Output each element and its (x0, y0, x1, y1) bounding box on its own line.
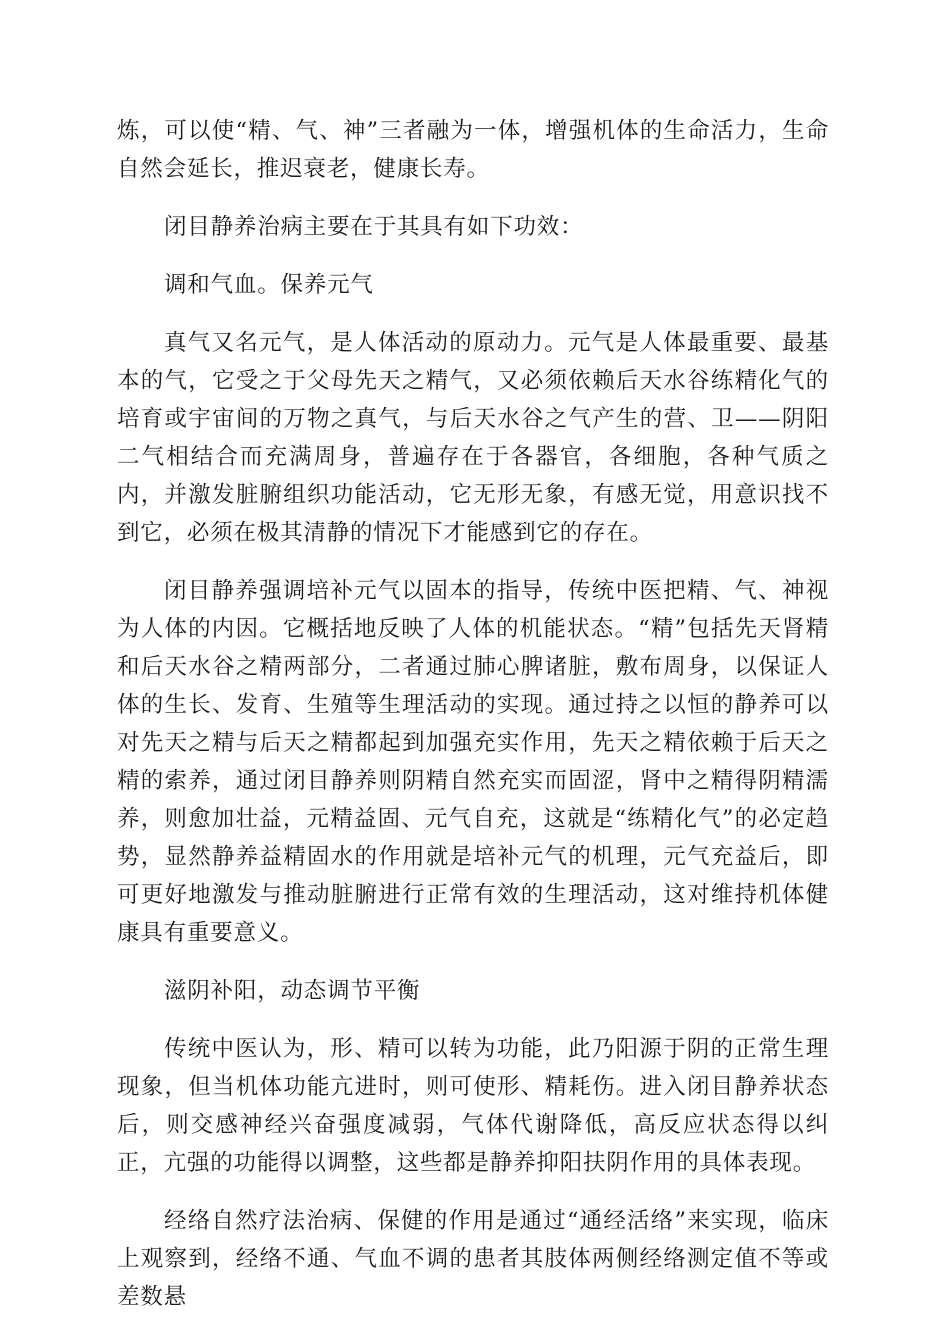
paragraph-3: 真气又名元气，是人体活动的原动力。元气是人体最重要、最基本的气，它受之于父母先天之精气，又必须依赖后天水谷练精化气的培育或宇宙间的万物之真气，与后天水谷之气产生的营、卫——阴阳二气相结合而充满周身，普遍存在于各器官，各细胞，各种气质之内，并激发脏腑组织功能活动，它无形无象，有感无觉，用意识找不到它，必须在极其清静的情况下才能感到它的存在。 (117, 330, 829, 546)
paragraph-5: 传统中医认为，形、精可以转为功能，此乃阳源于阴的正常生理现象，但当机体功能亢进时，则可使形、精耗伤。进入闭目静养状态后，则交感神经兴奋强度减弱，气体代谢降低，高反应状态得以纠正，亢强的功能得以调整，这些都是静养抑阳扶阴作用的具体表现。 (117, 1036, 829, 1176)
document-page (117, 112, 829, 1316)
section-heading-yin-yang: 滋阴补阳，动态调节平衡 (164, 978, 421, 1004)
paragraph-6: 经络自然疗法治病、保健的作用是通过“通经活络”来实现，临床上观察到，经络不通、气血不调的患者其肢体两侧经络测定值不等或差数悬 (117, 1208, 829, 1310)
paragraph-1: 炼，可以使“精、气、神”三者融为一体，增强机体的生命活力，生命自然会延长，推迟衰老，健康长寿。 (117, 118, 829, 182)
section-heading-qi-blood: 调和气血。保养元气 (164, 272, 374, 298)
paragraph-4: 闭目静养强调培补元气以固本的指导，传统中医把精、气、神视为人体的内因。它概括地反映了人体的机能状态。“精”包括先天肾精和后天水谷之精两部分，二者通过肺心脾诸脏，敷布周身，以保证人体的生长、发育、生殖等生理活动的实现。通过持之以恒的静养可以对先天之精与后天之精都起到加强充实作用，先天之精依赖于后天之精的索养，通过闭目静养则阴精自然充实而固涩，肾中之精得阴精濡养，则愈加壮益，元精益固、元气自充，这就是“练精化气”的必定趋势，显然静养益精固水的作用就是培补元气的机理，元气充益后，即可更好地激发与推动脏腑进行正常有效的生理活动，这对维持机体健康具有重要意义。 (117, 578, 829, 946)
paragraph-2: 闭目静养治病主要在于其具有如下功效： (164, 214, 584, 240)
